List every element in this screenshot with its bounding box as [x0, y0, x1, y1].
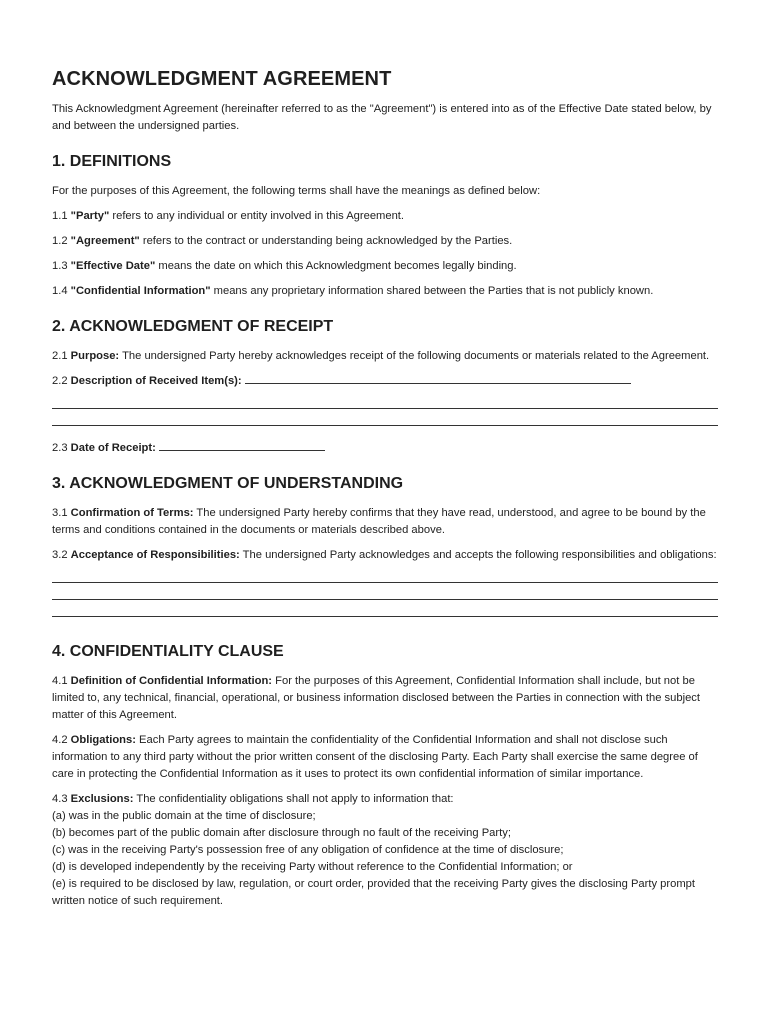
document-title: ACKNOWLEDGMENT AGREEMENT: [52, 68, 392, 90]
section-confidentiality-clause: [52, 643, 720, 910]
intro-paragraph: This Acknowledgment Agreement (hereinafter referred to as the "Agreement") is entered into as of the Effective Date stated below, by and between the undersigned parties.: [52, 103, 712, 132]
definition-agreement: 1.2 "Agreement" refers to the contract or understanding being acknowledged by the Parties.: [52, 235, 513, 247]
responsibilities-line[interactable]: [52, 583, 718, 600]
section-heading: 1. DEFINITIONS: [52, 153, 172, 170]
responsibilities-lines: [52, 566, 720, 617]
exclusion-item: (a) was in the public domain at the time of disclosure;: [52, 810, 316, 822]
section-heading: 3. ACKNOWLEDGMENT OF UNDERSTANDING: [52, 475, 404, 492]
definition-party: 1.1 "Party" refers to any individual or entity involved in this Agreement.: [52, 210, 405, 222]
exclusion-item: (c) was in the receiving Party's possession free of any obligation of confidence at the time of disclosure;: [52, 844, 564, 856]
received-items-line[interactable]: [52, 392, 718, 409]
confidential-definition-clause: 4.1 Definition of Confidential Information: For the purposes of this Agreement, Confidential Information shall include, but not be limited to, any technical, financial, operational, or business information disclosed between the Parties in connection with the subject matter of this Agreement.: [52, 675, 700, 721]
received-items-field[interactable]: [245, 373, 631, 384]
section-heading: 2. ACKNOWLEDGMENT OF RECEIPT: [52, 318, 334, 335]
received-items-line[interactable]: [52, 409, 718, 426]
exclusions-clause: [52, 791, 720, 910]
exclusion-item: (b) becomes part of the public domain after disclosure through no fault of the receiving Party;: [52, 827, 511, 839]
exclusion-item: (e) is required to be disclosed by law, regulation, or court order, provided that the receiving Party gives the disclosing Party prompt written notice of such requirement.: [52, 878, 695, 907]
document-body: [52, 68, 720, 928]
acceptance-of-responsibilities-clause: 3.2 Acceptance of Responsibilities: The undersigned Party acknowledges and accepts the following responsibilities and obligations:: [52, 549, 717, 561]
purpose-clause: 2.1 Purpose: The undersigned Party hereby acknowledges receipt of the following documents or materials related to the Agreement.: [52, 350, 710, 362]
definition-effective-date: 1.3 "Effective Date" means the date on which this Acknowledgment becomes legally binding.: [52, 260, 517, 272]
received-items-clause: 2.2 Description of Received Item(s):: [52, 373, 720, 390]
date-of-receipt-field[interactable]: [159, 440, 325, 451]
responsibilities-line[interactable]: [52, 566, 718, 583]
received-items-extra-lines: [52, 392, 720, 426]
date-of-receipt-clause: 2.3 Date of Receipt:: [52, 440, 720, 457]
definitions-lead: For the purposes of this Agreement, the following terms shall have the meanings as defined below:: [52, 185, 541, 197]
exclusions-lead: 4.3 Exclusions: The confidentiality obligations shall not apply to information that:: [52, 793, 454, 805]
responsibilities-line[interactable]: [52, 600, 718, 617]
section-heading: 4. CONFIDENTIALITY CLAUSE: [52, 643, 284, 660]
obligations-clause: 4.2 Obligations: Each Party agrees to maintain the confidentiality of the Confidential Information and shall not disclose such information to any third party without the prior written consent of the disclosing Party. Each Party shall exercise the same degree of care in protecting the Confidential Information as it uses to protect its own confidential information of similar importance.: [52, 734, 698, 780]
definition-confidential-information: 1.4 "Confidential Information" means any proprietary information shared between the Parties that is not publicly known.: [52, 285, 654, 297]
section-acknowledgment-of-understanding: [52, 475, 720, 617]
exclusion-item: (d) is developed independently by the receiving Party without reference to the Confidential Information; or: [52, 861, 573, 873]
section-acknowledgment-of-receipt: [52, 318, 720, 457]
section-definitions: [52, 153, 720, 300]
confirmation-of-terms-clause: 3.1 Confirmation of Terms: The undersigned Party hereby confirms that they have read, understood, and agree to be bound by the terms and conditions contained in the documents or materials described above.: [52, 507, 706, 536]
